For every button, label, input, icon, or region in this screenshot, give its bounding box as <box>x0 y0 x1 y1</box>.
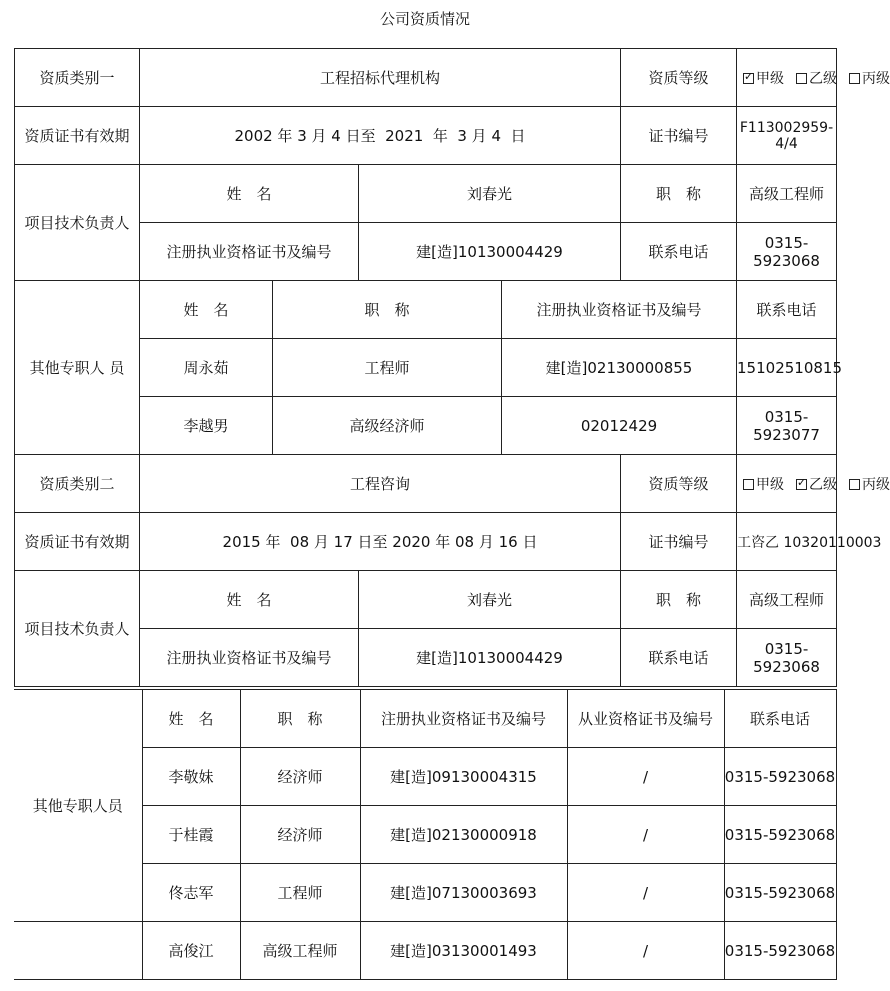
staff2-row2-name: 于桂霞 <box>142 806 240 864</box>
grade2-options <box>737 455 890 513</box>
grade2-b-checkbox[interactable] <box>796 479 807 490</box>
regcert1-label: 注册执业资格证书及编号 <box>140 223 359 281</box>
title2-label: 职 称 <box>621 571 737 629</box>
staff2-row2-phone: 0315-5923068 <box>724 806 836 864</box>
certno2-value: 工咨乙 10320110003 <box>737 513 837 571</box>
certno1-label: 证书编号 <box>621 107 737 165</box>
staff2-row1-practice: / <box>567 748 724 806</box>
title2-value: 高级工程师 <box>737 571 837 629</box>
staff2-row4-title: 高级工程师 <box>240 922 360 980</box>
regcert2-label: 注册执业资格证书及编号 <box>140 629 359 687</box>
title1-value: 高级工程师 <box>737 165 837 223</box>
staff1-header-name: 姓 名 <box>140 281 273 339</box>
page-title: 公司资质情况 <box>379 10 470 28</box>
staff2-header-phone: 联系电话 <box>724 690 836 748</box>
name1-label: 姓 名 <box>140 165 359 223</box>
staff1-row2-title: 高级经济师 <box>273 397 502 455</box>
staff1-header-phone: 联系电话 <box>737 281 837 339</box>
otherstaff1-label: 其他专职人 员 <box>15 281 140 455</box>
grade-label: 乙级 <box>809 476 838 493</box>
category1-label: 资质类别一 <box>15 49 140 107</box>
staff2-row4-name: 高俊江 <box>142 922 240 980</box>
otherstaff2-label: 其他专职人员 <box>14 690 142 922</box>
staff2-row3-cert: 建[造]07130003693 <box>360 864 567 922</box>
validity2-label: 资质证书有效期 <box>15 513 140 571</box>
techlead2-label: 项目技术负责人 <box>15 571 140 687</box>
category1-value: 工程招标代理机构 <box>140 49 621 107</box>
staff2-row3-phone: 0315-5923068 <box>724 864 836 922</box>
grade1-c-checkbox[interactable] <box>849 73 860 84</box>
certno1-value: F113002959-4/4 <box>737 107 837 165</box>
staff2-row3-practice: / <box>567 864 724 922</box>
grade2-c-checkbox[interactable] <box>849 479 860 490</box>
techlead1-label: 项目技术负责人 <box>15 165 140 281</box>
otherstaff2-label-continued <box>14 922 142 980</box>
staff2-row3-title: 工程师 <box>240 864 360 922</box>
staff1-row2-cert: 02012429 <box>502 397 737 455</box>
staff2-header-title: 职 称 <box>240 690 360 748</box>
staff2-row2-practice: / <box>567 806 724 864</box>
grade1-label: 资质等级 <box>621 49 737 107</box>
staff2-row1-phone: 0315-5923068 <box>724 748 836 806</box>
validity2-value: 2015 年 08 月 17 日至 2020 年 08 月 16 日 <box>140 513 621 571</box>
phone2-label: 联系电话 <box>621 629 737 687</box>
section2-staff-table <box>14 689 837 980</box>
staff2-row3-name: 佟志军 <box>142 864 240 922</box>
staff2-row4-cert: 建[造]03130001493 <box>360 922 567 980</box>
certno2-label: 证书编号 <box>621 513 737 571</box>
category2-label: 资质类别二 <box>15 455 140 513</box>
phone1-label: 联系电话 <box>621 223 737 281</box>
staff1-row2-phone: 0315-5923077 <box>737 397 837 455</box>
staff1-header-cert: 注册执业资格证书及编号 <box>502 281 737 339</box>
regcert1-value: 建[造]10130004429 <box>359 223 621 281</box>
qualification-table <box>14 48 890 687</box>
grade2-label: 资质等级 <box>621 455 737 513</box>
title1-label: 职 称 <box>621 165 737 223</box>
name1-value: 刘春光 <box>359 165 621 223</box>
grade-label: 乙级 <box>809 70 838 87</box>
phone1-value: 0315-5923068 <box>737 223 837 281</box>
category2-value: 工程咨询 <box>140 455 621 513</box>
staff1-row1-name: 周永茹 <box>140 339 273 397</box>
name2-value: 刘春光 <box>359 571 621 629</box>
staff1-row1-cert: 建[造]02130000855 <box>502 339 737 397</box>
regcert2-value: 建[造]10130004429 <box>359 629 621 687</box>
phone2-value: 0315-5923068 <box>737 629 837 687</box>
staff2-row2-cert: 建[造]02130000918 <box>360 806 567 864</box>
staff2-row1-title: 经济师 <box>240 748 360 806</box>
staff1-row1-title: 工程师 <box>273 339 502 397</box>
grade1-b-checkbox[interactable] <box>796 73 807 84</box>
staff2-header-cert: 注册执业资格证书及编号 <box>360 690 567 748</box>
staff2-header-practice: 从业资格证书及编号 <box>567 690 724 748</box>
grade-label: 丙级 <box>862 476 890 493</box>
staff1-header-title: 职 称 <box>273 281 502 339</box>
staff1-row1-phone: 15102510815 <box>737 339 837 397</box>
staff2-row4-phone: 0315-5923068 <box>724 922 836 980</box>
staff2-row1-cert: 建[造]09130004315 <box>360 748 567 806</box>
grade1-options <box>737 49 890 107</box>
staff1-row2-name: 李越男 <box>140 397 273 455</box>
staff2-header-name: 姓 名 <box>142 690 240 748</box>
grade-label: 甲级 <box>756 70 785 87</box>
grade1-a-checkbox[interactable] <box>743 73 754 84</box>
grade-label: 丙级 <box>862 70 890 87</box>
staff2-row1-name: 李敬妹 <box>142 748 240 806</box>
name2-label: 姓 名 <box>140 571 359 629</box>
grade-label: 甲级 <box>756 476 785 493</box>
grade2-a-checkbox[interactable] <box>743 479 754 490</box>
staff2-row2-title: 经济师 <box>240 806 360 864</box>
validity1-value: 2002 年 3 月 4 日至 2021 年 3 月 4 日 <box>140 107 621 165</box>
validity1-label: 资质证书有效期 <box>15 107 140 165</box>
staff2-row4-practice: / <box>567 922 724 980</box>
